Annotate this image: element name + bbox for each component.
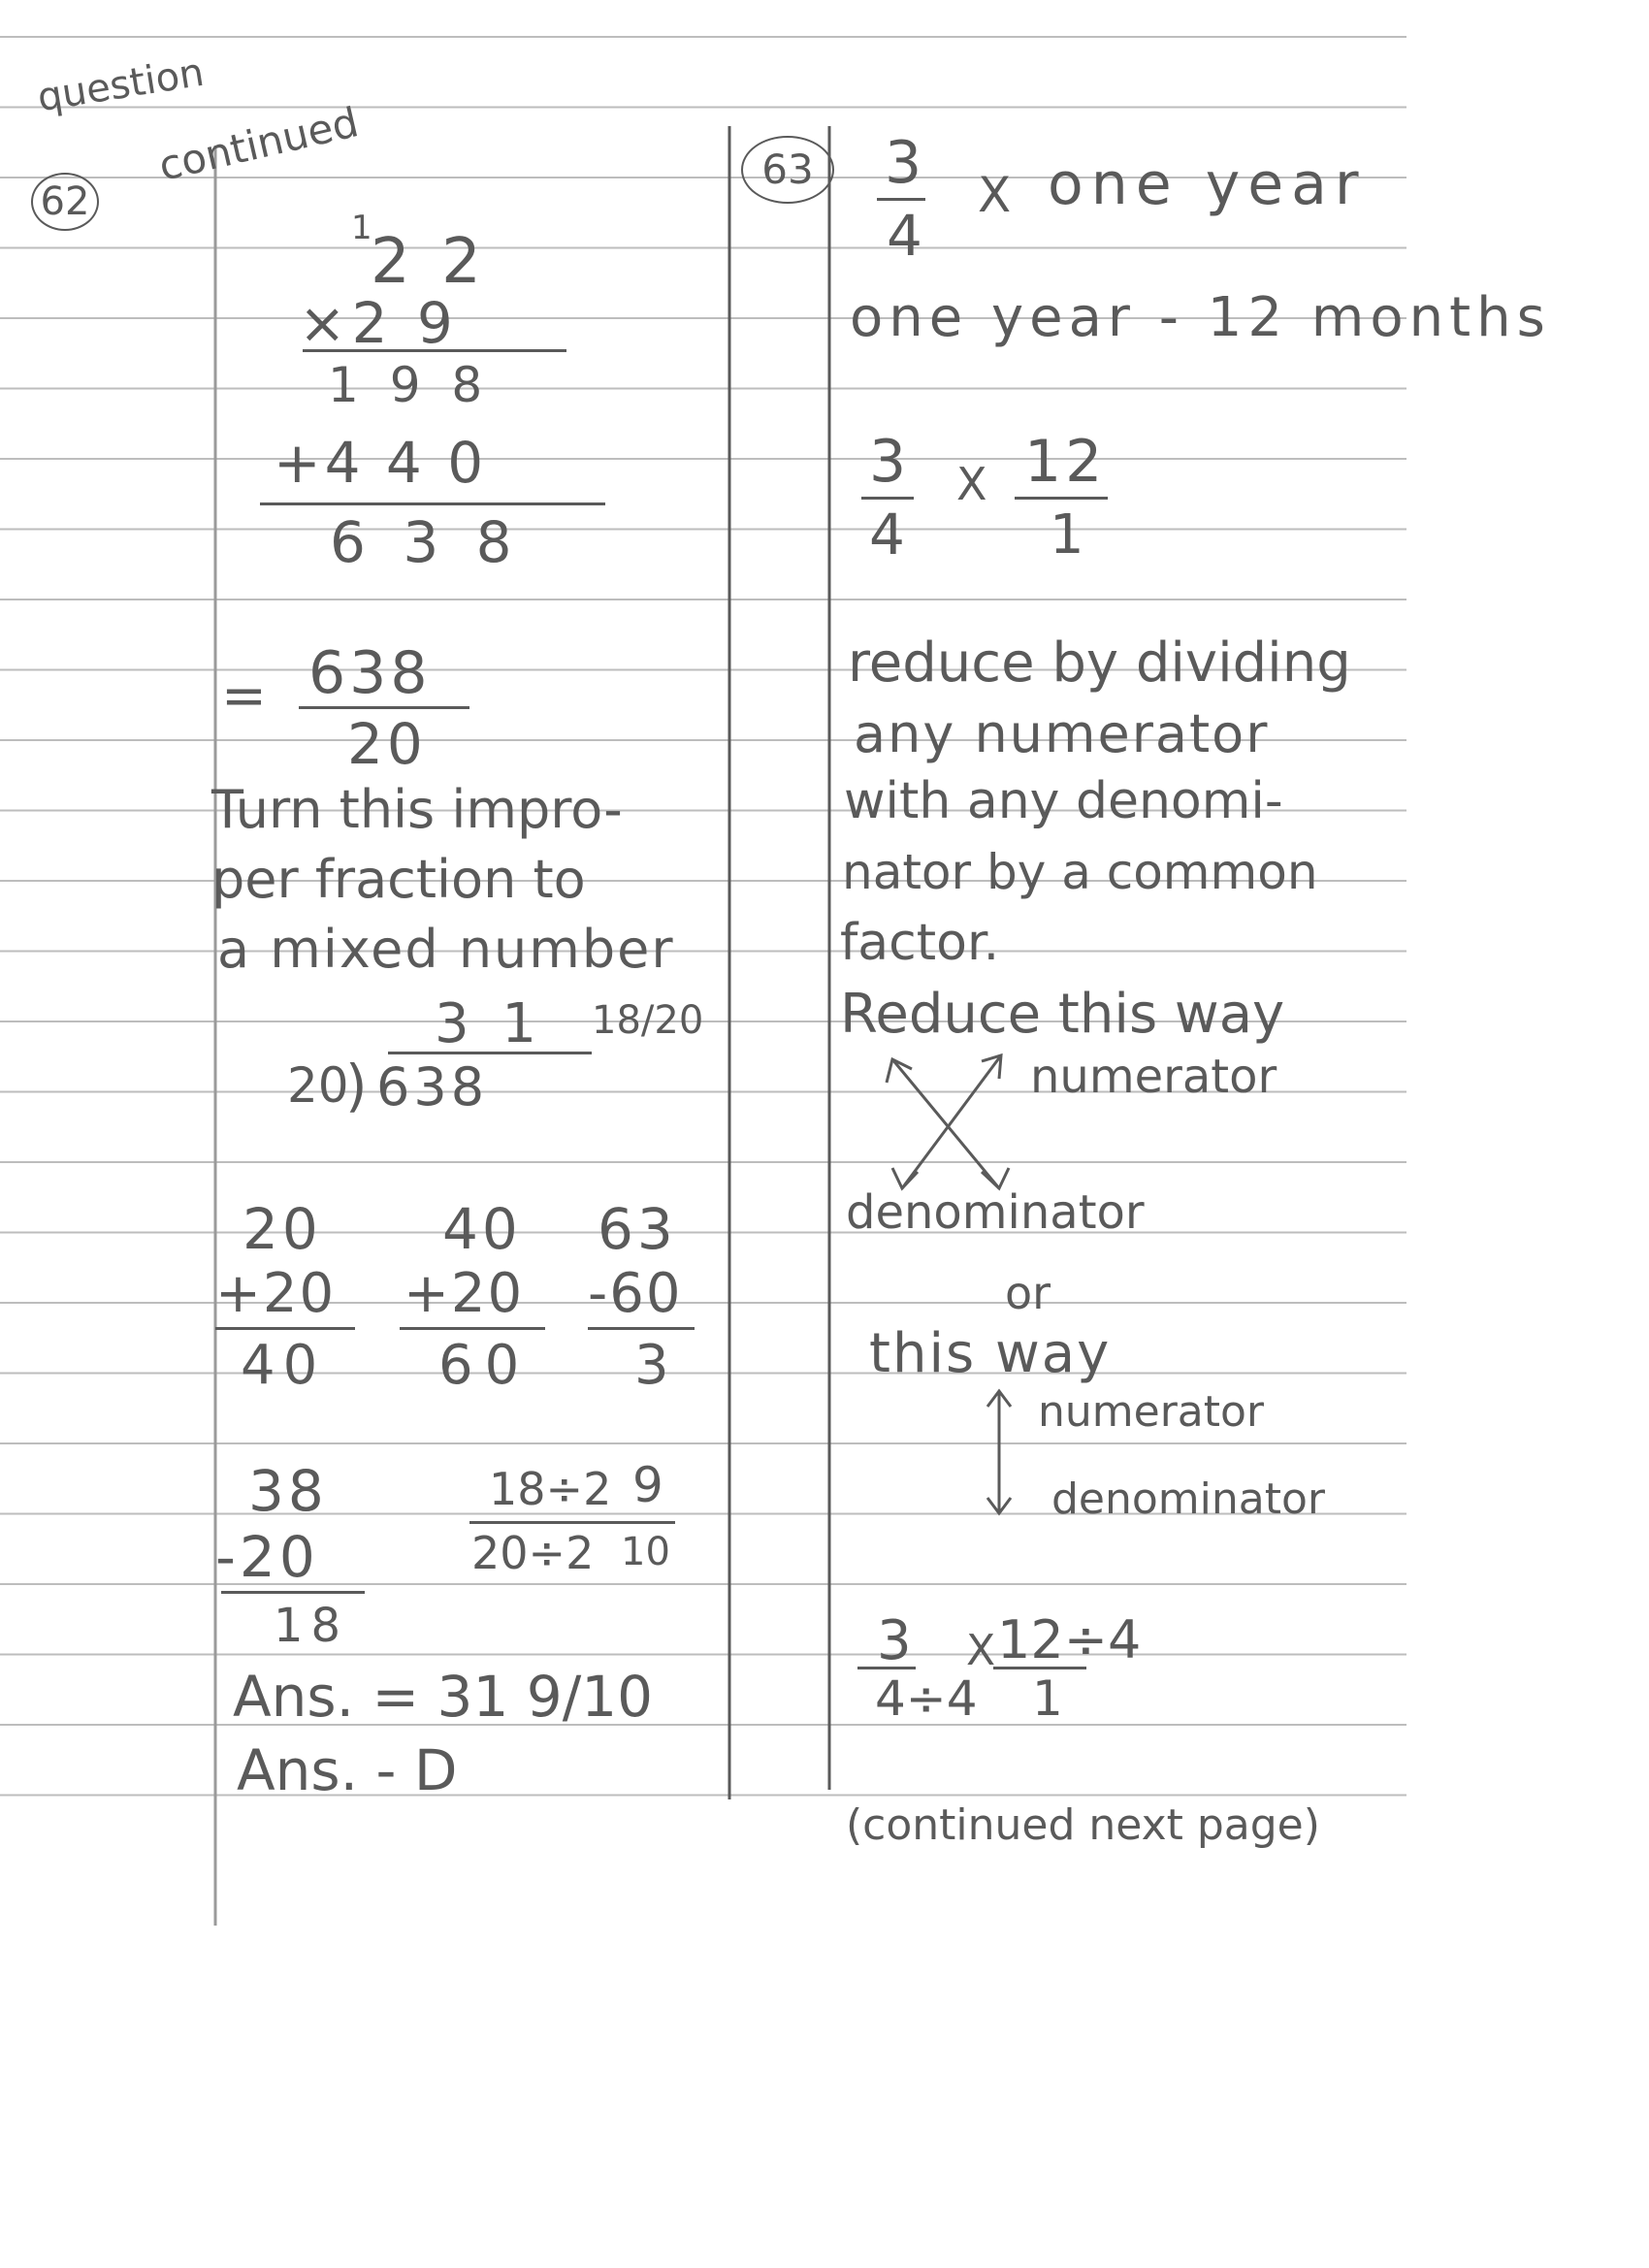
expr2-bar-1 <box>861 497 914 500</box>
expr2-numerator-2: 12 <box>1024 428 1107 496</box>
addition-2-a: 40 <box>442 1196 522 1262</box>
explanation-line-3: with any denomi- <box>844 772 1283 830</box>
mult-partial2: +4 4 0 <box>274 430 488 496</box>
mult-carry: 1 <box>351 209 372 247</box>
subtraction-result: 18 <box>274 1599 349 1653</box>
expr3-times: X <box>966 1626 996 1675</box>
vertical-arrow-icon <box>980 1385 1018 1521</box>
mult-partial1: 1 9 8 <box>328 357 491 413</box>
question-63-circle <box>741 136 834 204</box>
subtraction-3-a: 63 <box>598 1196 677 1262</box>
denominator-label-2: denominator <box>1051 1474 1326 1524</box>
explanation-line-2: any numerator <box>854 703 1270 764</box>
continued-word: continued <box>154 98 364 190</box>
mult-multiplier: ×2 9 <box>299 290 459 356</box>
answer-line-1: Ans. = 31 9/10 <box>233 1664 654 1730</box>
expr1-numerator: 3 <box>885 129 922 197</box>
question-63-number: 63 <box>761 146 814 193</box>
year-equals-months: one year - 12 months <box>850 286 1551 349</box>
expr1-times: X <box>978 167 1012 223</box>
addition-1-a: 20 <box>242 1196 322 1262</box>
addition-1-result: 40 <box>241 1334 326 1397</box>
addition-1-b: +20 <box>215 1262 337 1325</box>
cross-arrows-icon <box>873 1048 1028 1203</box>
expr3-numerator-2: 12÷4 <box>997 1609 1142 1670</box>
question-62-number: 62 <box>40 179 90 224</box>
instruction-line-1: Turn this impro- <box>211 779 623 840</box>
fraction-equals: = <box>221 664 267 728</box>
subtraction-a: 38 <box>248 1458 328 1524</box>
answer-line-2: Ans. - D <box>237 1737 458 1803</box>
addition-2-result: 60 <box>438 1334 532 1397</box>
explanation-line-1: reduce by dividing <box>848 632 1351 695</box>
numerator-label-2: numerator <box>1038 1387 1265 1437</box>
this-way-label: this way <box>869 1322 1112 1385</box>
continued-next-page: (continued next page) <box>846 1800 1320 1850</box>
reduce-denominator-result: 10 <box>621 1530 670 1574</box>
reduce-this-way: Reduce this way <box>840 983 1285 1046</box>
division-bracket: ) <box>345 1053 368 1118</box>
expr2-bar-2 <box>1015 497 1108 500</box>
question-62-circle <box>31 173 99 231</box>
division-divisor: 20 <box>287 1057 349 1114</box>
fraction-bar <box>299 706 469 709</box>
mult-result: 6 3 8 <box>330 509 522 575</box>
instruction-line-3: a mixed number <box>217 919 675 980</box>
expr1-denominator: 4 <box>887 203 922 269</box>
subtraction-3-b: -60 <box>588 1262 683 1325</box>
expr2-numerator-1: 3 <box>869 428 907 496</box>
addition-1-line <box>215 1327 355 1330</box>
numerator-label: numerator <box>1030 1050 1277 1104</box>
reduce-bar <box>469 1521 675 1524</box>
expr3-denominator-2: 1 <box>1032 1670 1063 1727</box>
explanation-line-4: nator by a common <box>842 844 1318 900</box>
division-dividend: 638 <box>376 1056 489 1118</box>
expr1-one-year: one year <box>1048 150 1367 218</box>
addition-2-line <box>400 1327 545 1330</box>
instruction-line-2: per fraction to <box>211 849 586 910</box>
mult-top: 2 2 <box>371 226 487 298</box>
subtraction-3-result: 3 <box>634 1334 669 1397</box>
expr3-denominator-1: 4÷4 <box>875 1670 978 1727</box>
expr3-numerator-1: 3 <box>877 1609 912 1672</box>
expr2-denominator-1: 4 <box>869 502 905 567</box>
division-bar <box>388 1052 592 1054</box>
fraction-numerator: 638 <box>308 639 432 707</box>
subtraction-line <box>221 1591 365 1594</box>
mult-line-1 <box>303 349 566 352</box>
division-quotient: 3 1 <box>435 992 545 1055</box>
reduce-numerator: 18÷2 <box>489 1463 612 1515</box>
expr3-bar-2 <box>993 1667 1086 1669</box>
explanation-line-5: factor. <box>840 914 1000 972</box>
division-remainder-fraction: 18/20 <box>592 998 704 1043</box>
reduce-numerator-result: 9 <box>632 1457 663 1513</box>
denominator-label: denominator <box>846 1185 1145 1240</box>
reduce-denominator: 20÷2 <box>471 1527 595 1579</box>
expr3-bar-1 <box>857 1667 916 1669</box>
fraction-denominator: 20 <box>347 711 427 777</box>
subtraction-3-line <box>588 1327 695 1330</box>
mult-line-2 <box>260 502 605 505</box>
expr2-times: X <box>956 458 987 510</box>
addition-2-b: +20 <box>404 1262 525 1325</box>
expr2-denominator-2: 1 <box>1050 503 1084 567</box>
question-word: question <box>34 49 208 121</box>
expr1-bar <box>877 198 925 201</box>
subtraction-b: -20 <box>215 1524 319 1590</box>
or-label: or <box>1005 1267 1051 1319</box>
